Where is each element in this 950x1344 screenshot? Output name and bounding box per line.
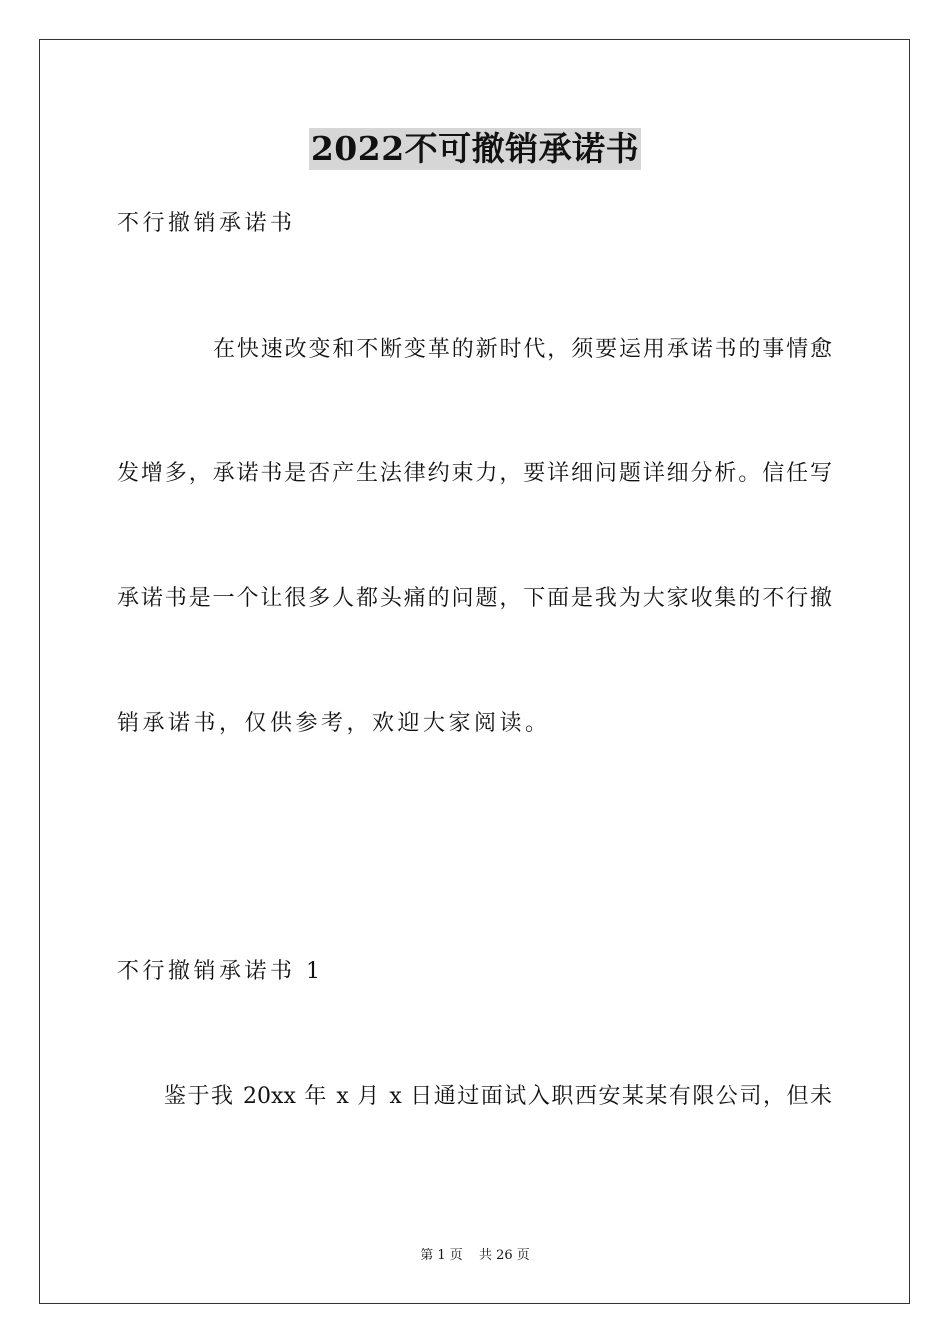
section-line-1: 鉴于我 20xx 年 x 月 x 日通过面试入职西安某某有限公司，但未 <box>164 1084 832 1109</box>
intro-line-2: 发增多，承诺书是否产生法律约束力，要详细问题详细分析。信任写 <box>117 461 832 486</box>
intro-line-4: 销承诺书，仅供参考，欢迎大家阅读。 <box>117 711 551 736</box>
section-heading: 不行撤销承诺书 1 <box>117 959 324 984</box>
document-subtitle: 不行撤销承诺书 <box>117 211 296 236</box>
page-total: 共 26 页 <box>478 1248 530 1263</box>
title-container <box>0 128 950 170</box>
intro-line-1: 在快速改变和不断变革的新时代，须要运用承诺书的事情愈 <box>213 337 832 362</box>
page-number: 第 1 页 <box>420 1248 463 1263</box>
intro-line-3: 承诺书是一个让很多人都头痛的问题，下面是我为大家收集的不行撤 <box>117 586 832 611</box>
page-footer <box>0 1248 950 1264</box>
document-title: 2022不可撤销承诺书 <box>310 129 640 168</box>
